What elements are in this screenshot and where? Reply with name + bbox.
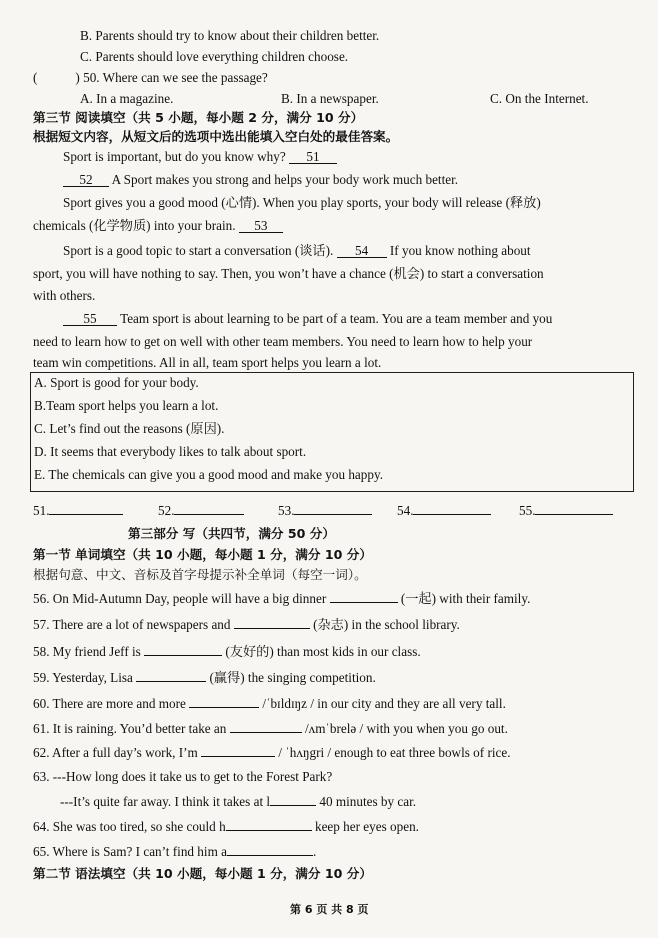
p3-text: chemicals (化学物质) into your brain. [33,218,236,233]
blank-54: 54 [337,244,387,258]
part3-sec1-instruction: 根据句意、中文、音标及首字母提示补全单词（每空一词）。 [33,567,367,582]
section3-instruction: 根据短文内容，从短文后的选项中选出能填入空白处的最佳答案。 [33,129,399,144]
q62 [33,745,511,761]
passage-p4-line1 [63,243,531,259]
q57-pre: 57. There are a lot of newspapers and [33,617,231,632]
q61 [33,721,508,737]
q50-option-c: C. On the Internet. [490,91,589,106]
option-a: A. Sport is good for your body. [34,375,199,390]
q60-pre: 60. There are more and more [33,696,186,711]
p2-text: A Sport makes you strong and helps your body work much better. [111,172,459,187]
p4-text-post: If you know nothing about [389,243,531,258]
q57 [33,617,460,633]
answer-55-label: 55. [519,503,536,518]
q59-pre: 59. Yesterday, Lisa [33,670,133,685]
answer-53 [278,503,372,519]
q61-post: /ʌmˈbrelə / with you when you go out. [304,721,508,736]
part3-sec1-heading: 第一节 单词填空（共 10 小题，每小题 1 分，满分 10 分） [33,547,372,562]
q50-option-a: A. In a magazine. [80,91,174,106]
p1-text: Sport is important, but do you know why? [63,149,286,164]
q58 [33,644,421,660]
option-e: E. The chemicals can give you a good mood and make you happy. [34,467,384,482]
answer-51-label: 51. [33,503,50,518]
q64 [33,819,419,835]
q50-stem [33,70,268,86]
q61-pre: 61. It is raining. You’d better take an [33,721,227,736]
q65-post: . [312,844,317,859]
q63-line2 [60,794,416,810]
q56-pre: 56. On Mid-Autumn Day, people will have a big dinner [33,591,327,606]
q58-post: (友好的) than most kids in our class. [225,644,421,659]
answer-52-label: 52. [158,503,175,518]
answer-53-label: 53. [278,503,295,518]
q60 [33,696,506,712]
q60-post: /ˈbɪldɪŋz / in our city and they are all very tall. [262,696,506,711]
q49-option-c: C. Parents should love everything children choose. [80,49,349,64]
passage-p3-line2 [33,218,283,234]
blank-52: 52 [63,173,109,187]
p5-text: Team sport is about learning to be part of a team. You are a team member and you [120,311,553,326]
blank-55: 55 [63,312,117,326]
answer-55 [519,503,613,519]
q59-post: (赢得) the singing competition. [209,670,376,685]
part3-title: 第三部分 写（共四节，满分 50 分） [128,526,335,541]
q62-pre: 62. After a full day’s work, I’m [33,745,198,760]
blank-53: 53 [239,219,283,233]
passage-p5-line3: team win competitions. All in all, team sport helps you learn a lot. [33,355,382,370]
q63-post: 40 minutes by car. [319,794,417,809]
passage-p5-line2: need to learn how to get on well with other team members. You need to learn how to help your [33,334,533,349]
option-b: B.Team sport helps you learn a lot. [34,398,219,413]
answer-51 [33,503,123,519]
answer-52 [158,503,244,519]
option-d: D. It seems that everybody likes to talk about sport. [34,444,307,459]
q50-option-b: B. In a newspaper. [281,91,379,106]
passage-p1 [63,149,337,165]
q64-post: keep her eyes open. [314,819,419,834]
q63-pre: ---It’s quite far away. I think it takes at l [60,794,271,809]
answer-54 [397,503,491,519]
option-c: C. Let’s find out the reasons (原因). [34,421,225,436]
passage-p3-line1: Sport gives you a good mood (心情). When you play sports, your body will release (释放) [63,195,541,210]
q59 [33,670,376,686]
q62-post: / ˈhʌŋgri / enough to eat three bowls of rice. [278,745,511,760]
page-number: 第 6 页 共 8 页 [290,903,369,916]
q65-pre: 65. Where is Sam? I can’t find him a [33,844,227,859]
passage-p2 [63,172,458,188]
q56 [33,591,530,607]
q58-pre: 58. My friend Jeff is [33,644,141,659]
q50-paren: ( [33,70,38,85]
options-box [30,372,634,492]
q65 [33,844,316,860]
part3-sec2-heading: 第二节 语法填空（共 10 小题，每小题 1 分，满分 10 分） [33,866,372,881]
q63-line1: 63. ---How long does it take us to get to the Forest Park? [33,769,333,784]
q64-pre: 64. She was too tired, so she could h [33,819,226,834]
section3-heading: 第三节 阅读填空（共 5 小题，每小题 2 分，满分 10 分） [33,110,364,125]
q49-option-b: B. Parents should try to know about their children better. [80,28,380,43]
q57-post: (杂志) in the school library. [313,617,460,632]
answer-54-label: 54. [397,503,414,518]
q50-stem-text: ) 50. Where can we see the passage? [75,70,268,85]
q56-post: (一起) with their family. [400,591,531,606]
blank-51: 51 [289,150,337,164]
passage-p4-line2: sport, you will have nothing to say. Then, you won’t have a chance (机会) to start a conversation [33,266,544,281]
passage-p4-line3: with others. [33,288,96,303]
passage-p5-line1 [63,311,552,327]
p4-text-pre: Sport is a good topic to start a conversation (谈话). [63,243,334,258]
